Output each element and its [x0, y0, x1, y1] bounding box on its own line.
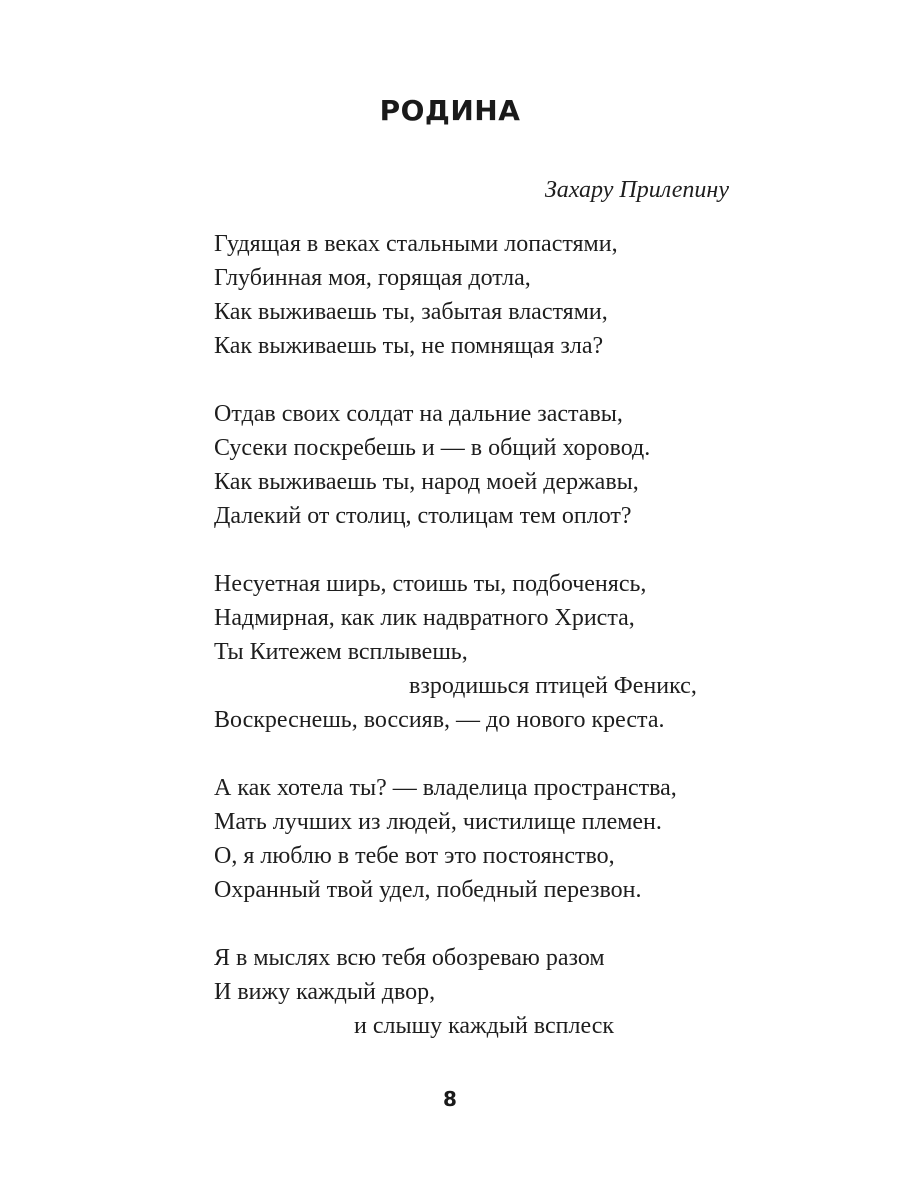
poem-line: Несуетная ширь, стоишь ты, подбоченясь,	[214, 571, 647, 597]
poem-line: Мать лучших из людей, чистилище племен.	[214, 809, 662, 835]
stanza-5	[214, 941, 754, 1043]
poem-line: Далекий от столиц, столицам тем оплот?	[214, 503, 632, 529]
stanza-3	[214, 567, 754, 737]
poem-line: Как выживаешь ты, народ моей державы,	[214, 469, 639, 495]
poem-line: И вижу каждый двор,	[214, 979, 436, 1005]
poem-line: Надмирная, как лик надвратного Христа,	[214, 605, 635, 631]
poem-title: РОДИНА	[379, 94, 521, 127]
poem-line: Отдав своих солдат на дальние заставы,	[214, 401, 623, 427]
poem-line: Как выживаешь ты, забытая властями,	[214, 299, 608, 325]
poem-dedication: Захару Прилепину	[544, 177, 729, 203]
poem-line: Ты Китежем всплывешь,	[214, 639, 468, 665]
poem-line: О, я люблю в тебе вот это постоянство,	[214, 843, 615, 869]
poem-line: Воскреснешь, воссияв, — до нового креста.	[214, 707, 665, 733]
poem-line: Глубинная моя, горящая дотла,	[214, 265, 531, 291]
poem-line-stepped: взродишься птицей Феникс,	[409, 673, 697, 699]
poem-line: Гудящая в веках стальными лопастями,	[214, 231, 618, 257]
stanza-2	[214, 397, 754, 533]
poem-line: Сусеки поскребешь и — в общий хоровод.	[214, 435, 651, 461]
poem-line: Охранный твой удел, победный перезвон.	[214, 877, 642, 903]
poem-line-stepped: и слышу каждый всплеск	[354, 1013, 615, 1039]
poem-line: Я в мыслях всю тебя обозреваю разом	[214, 945, 605, 971]
stanza-1	[214, 227, 754, 363]
page-number: 8	[443, 1087, 457, 1111]
poem-line: А как хотела ты? — владелица пространства,	[214, 775, 677, 801]
stanza-4	[214, 771, 754, 907]
poem-body	[214, 227, 754, 1077]
poem-line: Как выживаешь ты, не помнящая зла?	[214, 333, 604, 359]
